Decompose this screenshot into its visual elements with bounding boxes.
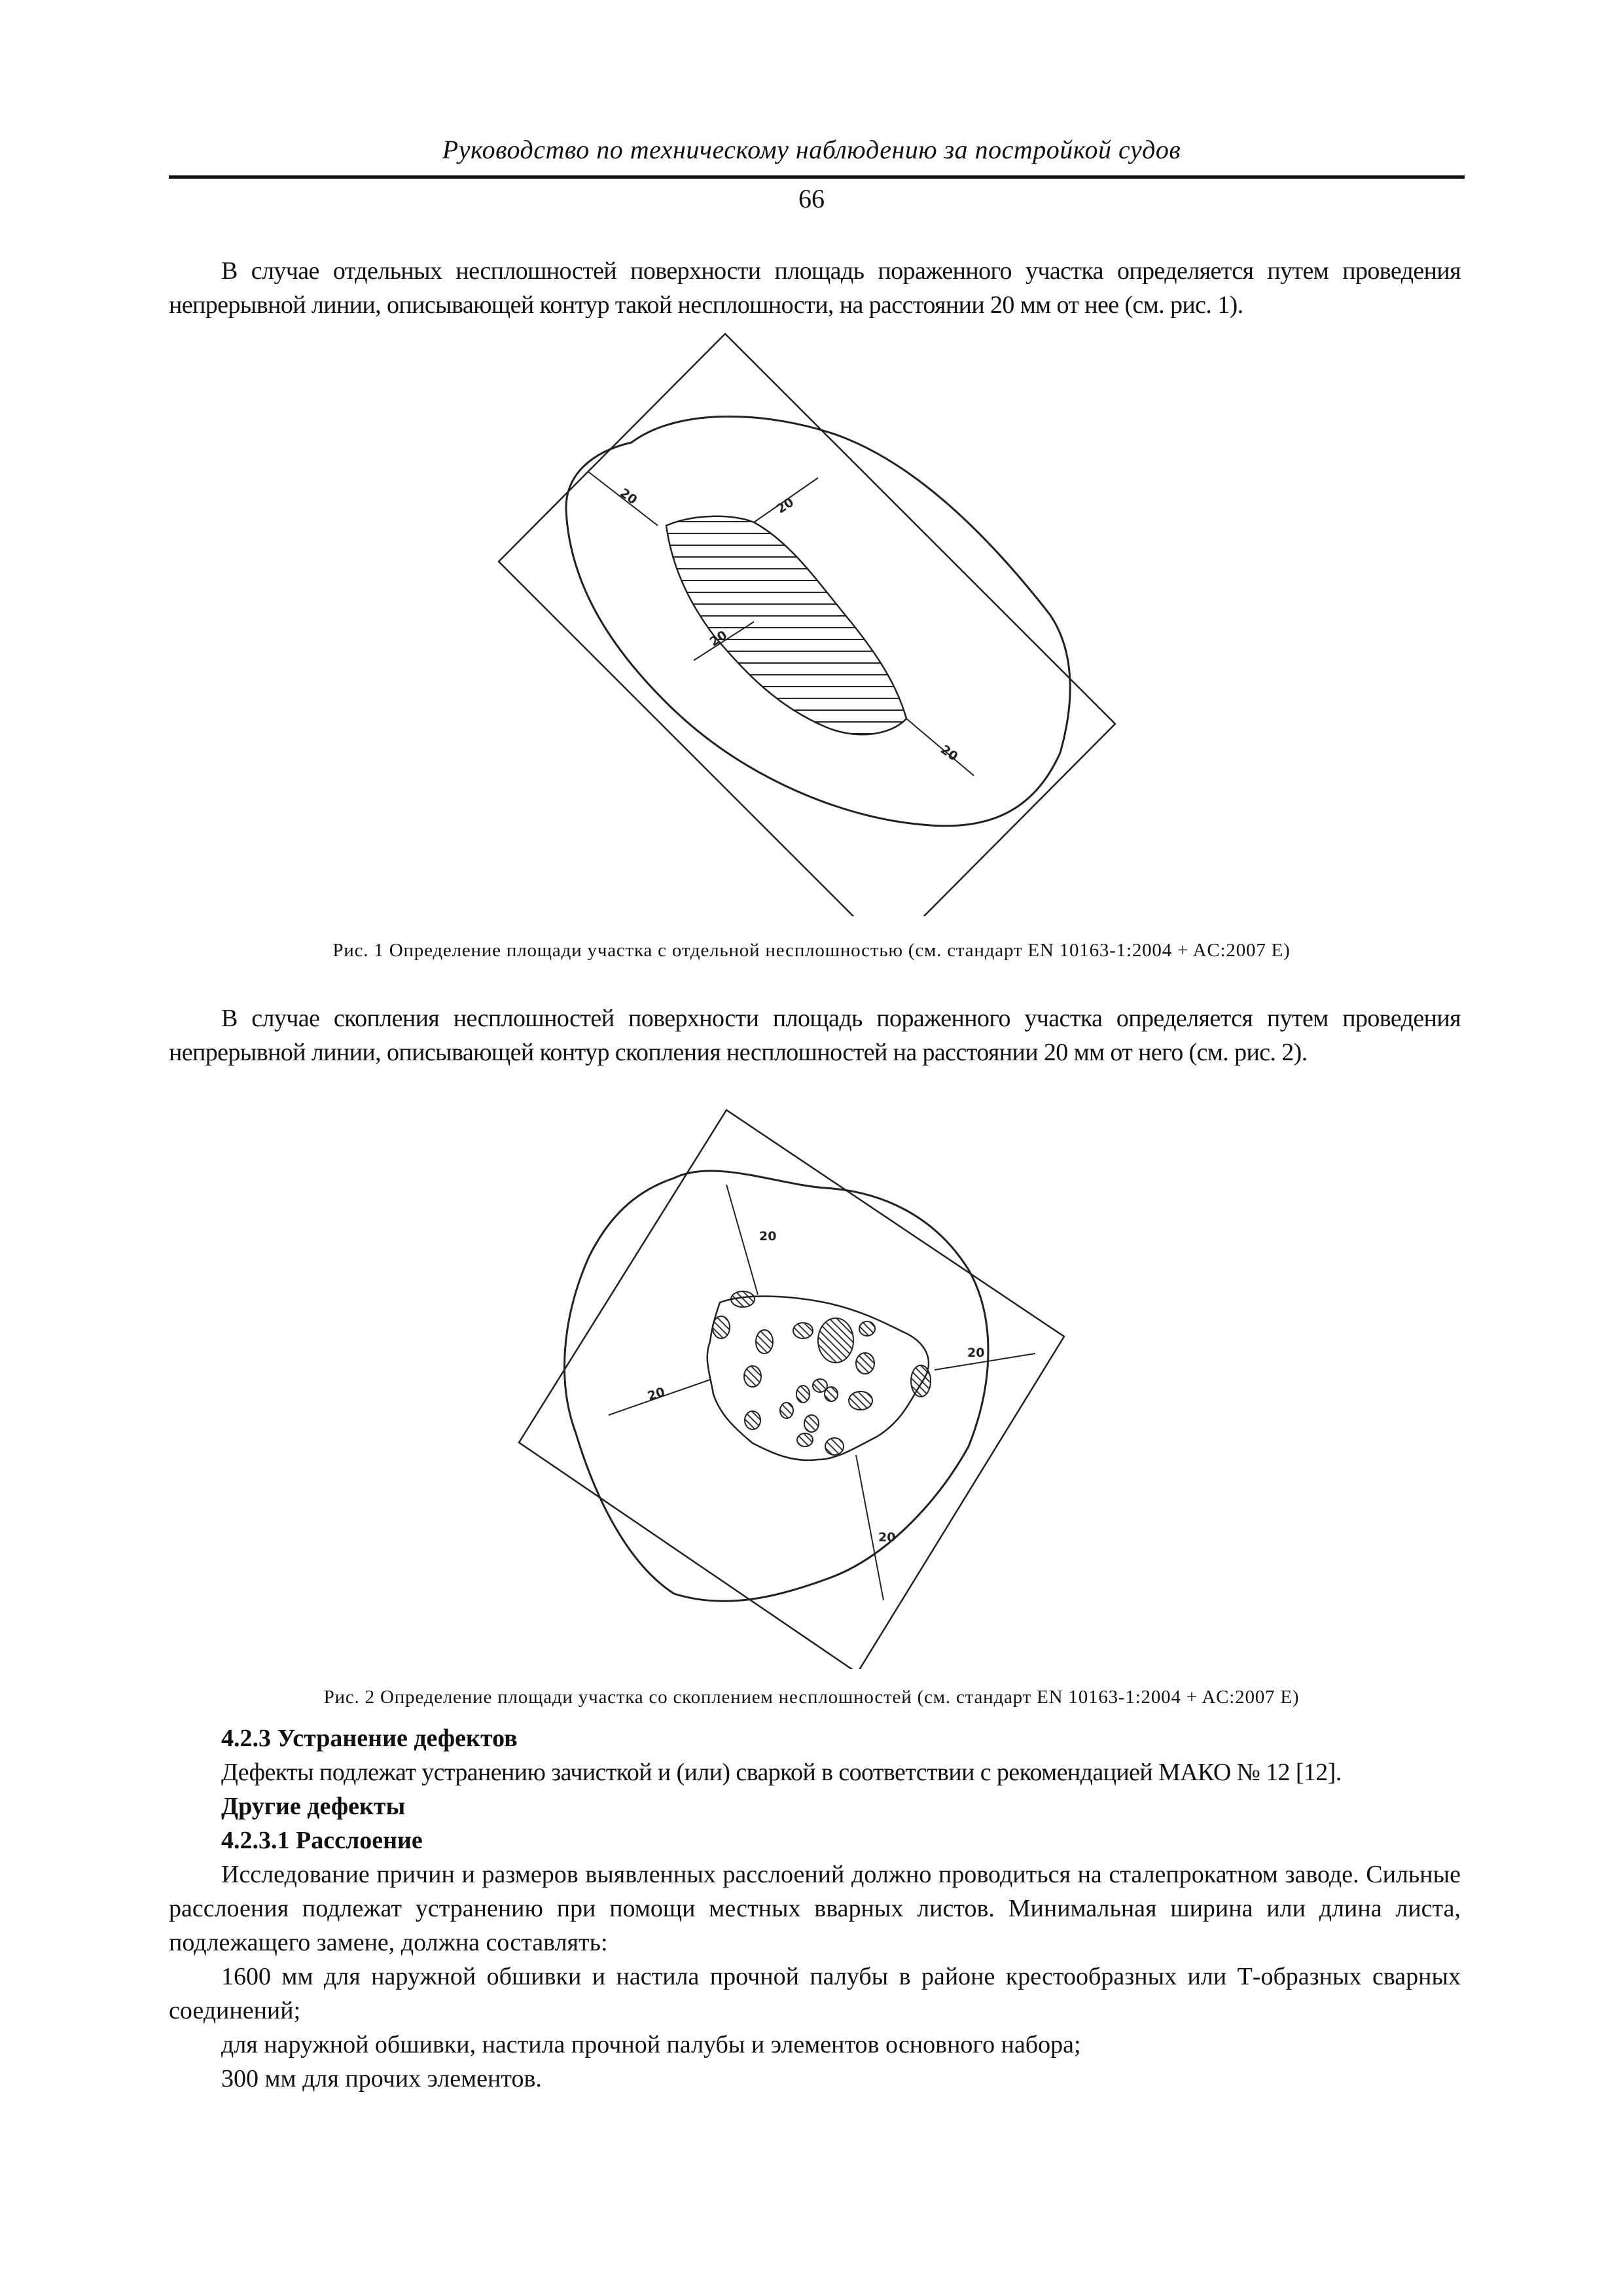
- list-item-1: 1600 мм для наружной обшивки и настила прочной палубы в районе крестообразных или Т-образных сварных соединений;: [169, 1963, 1461, 2024]
- cluster-contour: [707, 1297, 929, 1460]
- figure-2-diagram: [517, 1106, 1106, 1669]
- defect-shape: [666, 516, 906, 734]
- figure-1-diagram: [497, 327, 1119, 916]
- section-4231-text: Исследование причин и размеров выявленных расслоений должно проводиться на сталепрокатном заводе. Сильные расслоения подлежат устранению при помощи местных вварных листов. Минимальная ширина или длина листа, подлежащего замене, должна составлять:: [169, 1861, 1461, 1956]
- dimension-label-4: 20: [938, 742, 961, 764]
- dimension-label-3: 20: [645, 1384, 667, 1404]
- running-header: Руководство по техническому наблюдению за постройкой судов: [442, 135, 1181, 164]
- dimension-label-2: 20: [967, 1346, 985, 1360]
- dimension-label-1: 20: [759, 1229, 777, 1244]
- paragraph-2: В случае скопления несплошностей поверхности площадь пораженного участка определяется путем проведения непрерывной линии, описывающей контур скопления несплошностей на расстоянии 20 мм от него (см. рис. 2).: [169, 1005, 1461, 1066]
- defect-spots: [713, 1291, 931, 1455]
- other-defects-heading: Другие дефекты: [221, 1793, 406, 1820]
- figure-1-caption: Рис. 1 Определение площади участка с отдельной несплошностью (см. стандарт EN 10163-1:2004 + AC:2007 E): [332, 940, 1291, 961]
- bounding-rectangle: [519, 1110, 1064, 1669]
- section-4231-heading: 4.2.3.1 Расслоение: [221, 1827, 423, 1854]
- dimension-label-3: 20: [707, 628, 730, 650]
- list-item-2: для наружной обшивки, настила прочной палубы и элементов основного набора;: [221, 2031, 1081, 2058]
- dimension-label-4: 20: [878, 1530, 896, 1545]
- list-item-3: 300 мм для прочих элементов.: [221, 2065, 542, 2092]
- header-rule: [169, 175, 1465, 179]
- section-423-heading: 4.2.3 Устранение дефектов: [221, 1725, 518, 1752]
- dimension-label-1: 20: [617, 486, 640, 508]
- paragraph-1: В случае отдельных несплошностей поверхности площадь пораженного участка определяется путем проведения непрерывной линии, описывающей контур такой несплошности, на расстоянии 20 мм от нее (см. рис. 1).: [169, 257, 1461, 319]
- page-number: 66: [798, 184, 825, 213]
- figure-2-caption: Рис. 2 Определение площади участка со скоплением несплошностей (см. стандарт EN 10163-1:2004 + AC:2007 E): [323, 1687, 1300, 1708]
- section-423-text: Дефекты подлежат устранению зачисткой и (или) сваркой в соответствии с рекомендацией МАКО № 12 [12].: [221, 1759, 1342, 1786]
- dimension-label-2: 20: [774, 495, 796, 517]
